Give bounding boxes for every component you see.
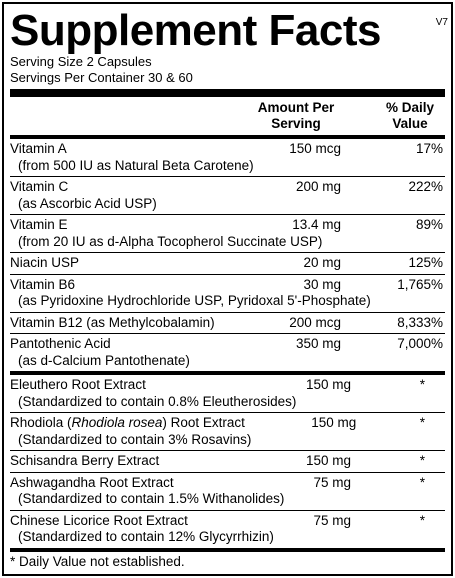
supplement-facts-panel — [2, 2, 453, 576]
nutrient-name: Vitamin A — [10, 141, 67, 156]
nutrient-name: Pantothenic Acid — [10, 336, 111, 351]
nutrient-name: Vitamin C — [10, 179, 69, 194]
nutrient-source: (from 500 IU as Natural Beta Carotene) — [18, 157, 254, 173]
botanical-row — [10, 511, 445, 548]
nutrient-row — [10, 334, 445, 371]
botanical-amount: 75 mg — [313, 474, 351, 490]
header-amount — [231, 100, 361, 132]
nutrient-amount: 350 mg — [295, 336, 341, 351]
nutrient-name: Niacin USP — [10, 255, 80, 270]
nutrient-dv: 125% — [408, 255, 443, 270]
botanical-dv: * — [419, 415, 425, 430]
column-header — [10, 97, 445, 135]
nutrient-row — [10, 215, 445, 252]
nutrient-dv: 1,765% — [397, 276, 443, 292]
nutrient-name: Vitamin E — [10, 217, 68, 232]
botanical-dv: * — [419, 377, 425, 392]
botanical-row — [10, 473, 445, 510]
nutrient-dv: 89% — [415, 217, 443, 232]
nutrient-amount: 200 mg — [295, 179, 341, 194]
botanical-standardization: (Standardized to contain 3% Rosavins) — [18, 431, 252, 447]
version-label: V7 — [435, 17, 448, 28]
header-spacer — [10, 100, 231, 132]
botanical-standardization: (Standardized to contain 1.5% Withanolides) — [18, 491, 285, 506]
nutrient-dv: 8,333% — [397, 314, 443, 330]
botanical-dv: * — [419, 474, 425, 490]
botanical-name: Ashwagandha Root Extract — [10, 474, 174, 490]
header-amount-line2: Serving — [271, 116, 321, 131]
nutrient-amount: 13.4 mg — [292, 217, 341, 232]
nutrient-dv: 17% — [415, 141, 443, 156]
nutrient-source: (from 20 IU as d-Alpha Tocopherol Succinate USP) — [18, 233, 323, 249]
botanical-row — [10, 375, 445, 412]
nutrient-dv: 222% — [408, 179, 443, 194]
header-dv-line2: Value — [392, 116, 428, 131]
botanical-amount: 150 mg — [305, 377, 351, 392]
botanical-dv: * — [419, 453, 425, 468]
servings-per-container: Servings Per Container 30 & 60 — [10, 70, 193, 85]
botanical-latin-name: Rhodiola rosea — [71, 415, 163, 430]
nutrient-amount: 20 mg — [303, 255, 341, 270]
divider-thick — [10, 89, 445, 97]
botanical-name: Chinese Licorice Root Extract — [10, 512, 188, 528]
panel-title: Supplement Facts — [10, 6, 381, 55]
nutrient-source: (as Pyridoxine Hydrochloride USP, Pyridoxal 5'-Phosphate) — [18, 293, 371, 308]
nutrient-name: Vitamin B12 (as Methylcobalamin) — [10, 314, 215, 330]
botanical-name-part: ) Root Extract — [162, 415, 245, 430]
header-dv-line1: % Daily — [385, 100, 435, 115]
nutrient-row — [10, 139, 445, 176]
botanical-name — [10, 415, 245, 432]
botanical-amount: 75 mg — [313, 512, 351, 528]
nutrient-amount: 200 mcg — [289, 314, 341, 330]
nutrient-row — [10, 253, 445, 274]
botanical-name-part: Rhodiola ( — [10, 415, 72, 430]
nutrient-source: (as Ascorbic Acid USP) — [18, 195, 157, 211]
botanical-amount: 150 mg — [311, 415, 357, 430]
footnote: * Daily Value not established. — [10, 553, 185, 569]
nutrient-row — [10, 313, 445, 334]
nutrient-amount: 150 mcg — [289, 141, 341, 156]
nutrient-dv: 7,000% — [397, 336, 443, 351]
nutrient-name: Vitamin B6 — [10, 276, 76, 292]
botanical-standardization: (Standardized to contain 0.8% Eleutherosides) — [18, 393, 297, 409]
botanical-name: Schisandra Berry Extract — [10, 453, 160, 468]
botanical-row — [10, 413, 445, 450]
nutrient-row — [10, 177, 445, 214]
header-amount-line1: Amount Per — [257, 100, 335, 115]
nutrient-source: (as d-Calcium Pantothenate) — [18, 352, 190, 368]
botanical-dv: * — [419, 512, 425, 528]
botanical-row — [10, 451, 445, 472]
serving-size: Serving Size 2 Capsules — [10, 54, 152, 69]
header-dv — [375, 100, 445, 132]
botanical-amount: 150 mg — [305, 453, 351, 468]
nutrient-amount: 30 mg — [303, 276, 341, 292]
botanical-standardization: (Standardized to contain 12% Glycyrrhizin) — [18, 529, 274, 544]
botanical-name: Eleuthero Root Extract — [10, 377, 146, 392]
nutrient-row — [10, 275, 445, 312]
